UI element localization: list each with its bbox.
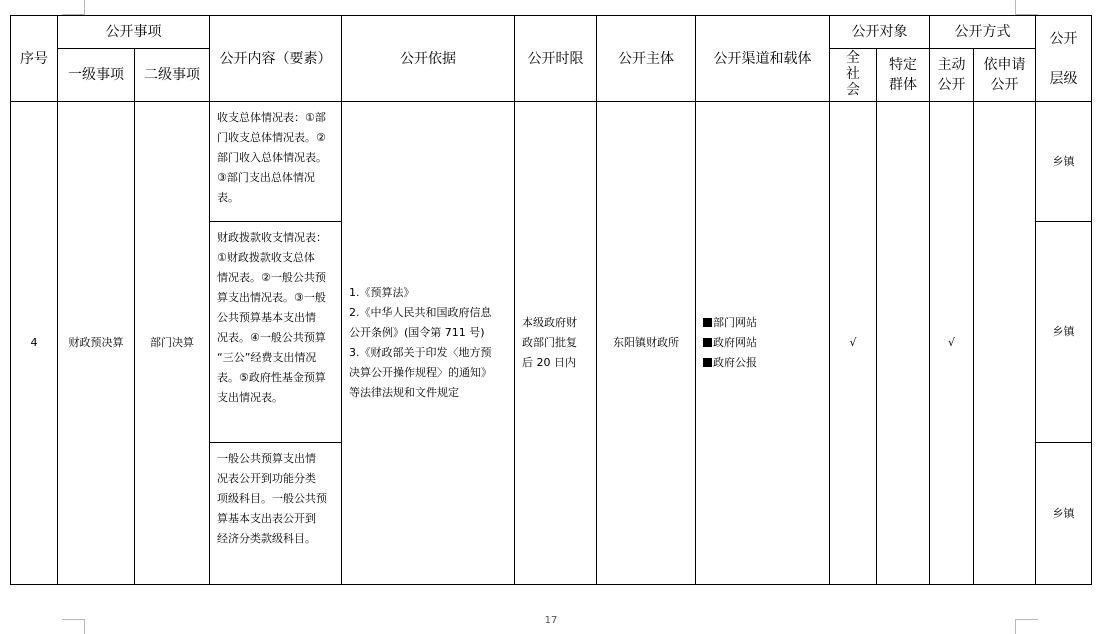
channel-cell — [696, 102, 830, 585]
header-matters: 公开事项 — [58, 16, 210, 49]
checked-box-icon — [703, 338, 712, 347]
header-basis: 公开依据 — [342, 16, 515, 102]
page-number: 17 — [544, 615, 558, 626]
level-cell-3: 乡镇 — [1036, 443, 1092, 585]
content-cell-3: 一般公共预算支出情 况表公开到功能分类 项级科目。一般公共预 算基本支出表公开到 经济分类款级科目。 — [210, 443, 342, 585]
corner-mark-top-left — [62, 0, 85, 15]
basis-cell: 1.《预算法》 2.《中华人民共和国政府信息 公开条例》(国令第 711 号) 3.《财政部关于印发〈地方预 决算公开操作规程〉的通知》 等法律法规和文件规定 — [342, 102, 515, 585]
row-seq: 4 — [11, 102, 58, 585]
header-active: 主动 公开 — [930, 49, 974, 102]
whole-society-check: √ — [830, 102, 877, 585]
row-level2: 部门决算 — [135, 102, 210, 585]
header-specific-group: 特定 群体 — [877, 49, 930, 102]
specific-group-cell — [877, 102, 930, 585]
subject-cell: 东阳镇财政所 — [597, 102, 696, 585]
time-limit-cell: 本级政府财 政部门批复 后 20 日内 — [515, 102, 597, 585]
row-level1: 财政预决算 — [58, 102, 135, 585]
header-target: 公开对象 — [830, 16, 930, 49]
header-content: 公开内容（要素） — [210, 16, 342, 102]
content-cell-1: 收支总体情况表：①部 门收支总体情况表。② 部门收入总体情况表。 ③部门支出总体情况 表。 — [210, 102, 342, 222]
on-request-cell — [974, 102, 1036, 585]
header-whole-society: 全 社 会 — [830, 49, 877, 102]
header-seq: 序号 — [11, 16, 58, 102]
level-cell-2: 乡镇 — [1036, 222, 1092, 443]
channel-item: 政府网站 — [703, 333, 823, 353]
header-channel: 公开渠道和载体 — [696, 16, 830, 102]
header-level2: 二级事项 — [135, 49, 210, 102]
corner-mark-top-right — [1015, 0, 1038, 15]
content-cell-2: 财政拨款收支情况表： ①财政拨款收支总体 情况表。②一般公共预 算支出情况表。③一般 公共预算基本支出情 况表。④一般公共预算 “三公”经费支出情况 表。⑤政府性基金预算 支出情况表。 — [210, 222, 342, 443]
header-subject: 公开主体 — [597, 16, 696, 102]
level-cell-1: 乡镇 — [1036, 102, 1092, 222]
header-time-limit: 公开时限 — [515, 16, 597, 102]
header-level: 公开 层级 — [1036, 16, 1092, 102]
header-on-request: 依申请 公开 — [974, 49, 1036, 102]
channel-item: 政府公报 — [703, 353, 823, 373]
checked-box-icon — [703, 318, 712, 327]
disclosure-table — [10, 15, 1092, 585]
active-check: √ — [930, 102, 974, 585]
header-mode: 公开方式 — [930, 16, 1036, 49]
header-level1: 一级事项 — [58, 49, 135, 102]
checked-box-icon — [703, 358, 712, 367]
channel-item: 部门网站 — [703, 313, 823, 333]
